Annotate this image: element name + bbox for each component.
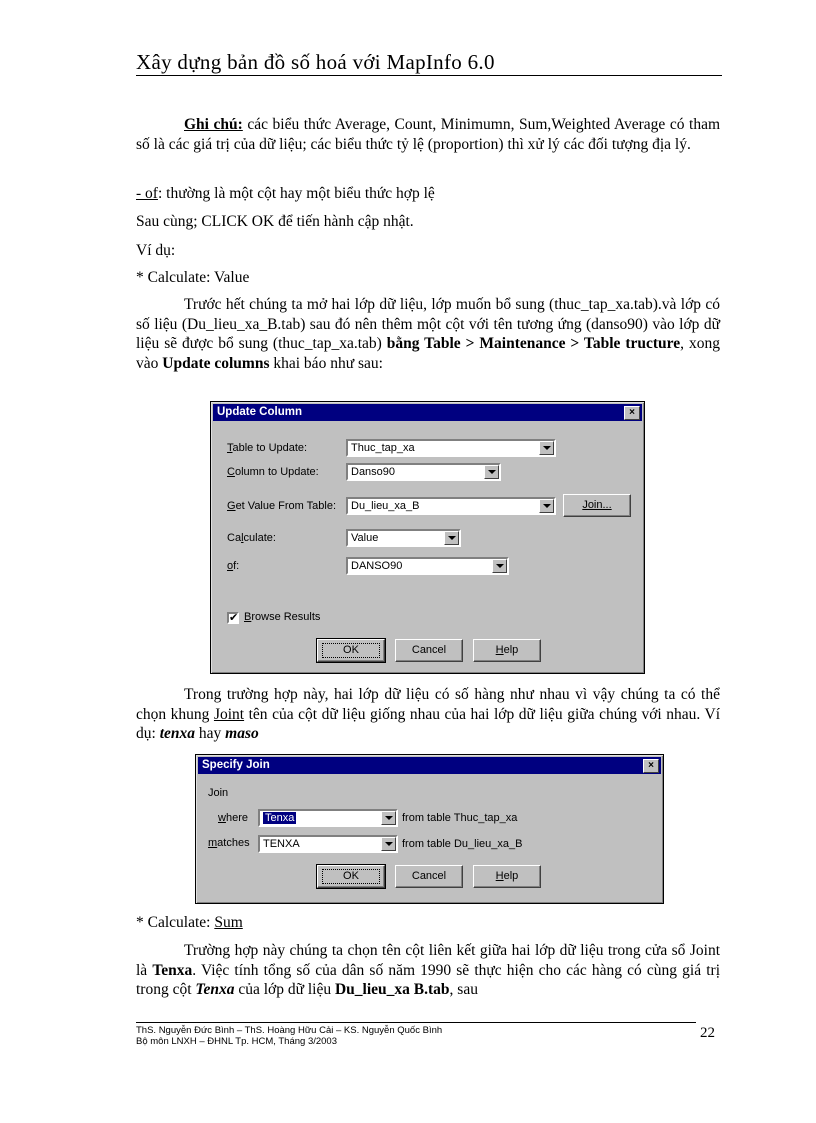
close-icon[interactable]: × [624,406,640,420]
chevron-down-icon[interactable] [381,811,396,825]
intro-paragraph [136,295,720,373]
ok-button[interactable]: OK [317,639,385,662]
join-dialog-titlebar [198,757,661,774]
column-to-update-label: Column to Update: [227,466,319,478]
help-button[interactable]: Help [473,639,541,662]
calculate-select[interactable]: Value [346,529,461,547]
p3-text: Trường hợp này chúng ta chọn tên cột liên kết giữa hai lớp dữ liệu trong cửa sổ Joint là [136,942,720,979]
close-icon[interactable]: × [643,759,659,773]
page-number: 22 [700,1025,715,1041]
column-to-update-select[interactable]: Danso90 [346,463,501,481]
update-dialog-titlebar [213,404,642,421]
footer-rule [136,1022,696,1023]
p1-text-3: khai báo như sau: [269,354,383,372]
header-rule [136,75,722,76]
specify-join-dialog [195,754,664,904]
p2-maso: maso [225,725,259,742]
browse-results-checkbox[interactable]: ✔ [229,612,239,624]
p2-text-3: hay [195,725,226,742]
note-label: Ghi chú: [184,116,243,133]
of-text: : thường là một cột hay một biểu thức hợp lệ [157,185,435,202]
chevron-down-icon[interactable] [484,465,499,479]
p1-menu-path: bằng Table > Maintenance > Table tructure [386,335,681,352]
join-dialog-title: Specify Join [202,759,270,771]
matches-select[interactable]: TENXA [258,835,398,853]
cancel-button[interactable]: Cancel [395,639,463,662]
of-paragraph [136,184,720,204]
calc-sum-word: Sum [214,914,243,931]
p3-text-3: của lớp dữ liệu [234,981,335,998]
of-select[interactable]: DANSO90 [346,557,509,575]
browse-results-label: Browse Results [244,611,321,623]
p2-text-2: tên của cột dữ liệu giống nhau của hai lớp dữ liệu giữa chúng với nhau. Ví dụ: [136,705,720,742]
calculate-label: Calculate: [227,532,276,544]
of-label: of: [227,560,240,572]
p2-text: Trong trường hợp này, hai lớp dữ liệu có số hàng như nhau vì vậy chúng ta có thể chọn khung [136,686,720,723]
chevron-down-icon[interactable] [539,499,554,513]
chevron-down-icon[interactable] [492,559,507,573]
p3-text-4: , sau [449,981,478,998]
p1-text-2: , xong vào [136,335,720,372]
table-to-update-label: Table to Update: [227,442,308,454]
where-select[interactable]: Tenxa [258,809,398,827]
p3-tenxa: Tenxa [152,961,193,979]
footer-authors: ThS. Nguyễn Đức Bình – ThS. Hoàng Hữu Cải – KS. Nguyễn Quốc Bình [136,1025,443,1036]
chevron-down-icon[interactable] [539,441,554,455]
calc-value-heading: * Calculate: Value [136,269,250,286]
update-column-dialog [210,401,645,674]
get-value-from-table-select[interactable]: Du_lieu_xa_B [346,497,556,515]
of-label: - of [136,185,158,202]
calc-sum-prefix: * Calculate: [136,914,215,931]
join-button[interactable]: Join... [563,494,631,517]
p1-text: Trước hết chúng ta mở hai lớp dữ liệu, lớp muốn bổ sung (thuc_tap_xa.tab).và lớp có số liệu (Du_lieu_xa_B.tab) sau đó nên thêm một cột với tên tương ứng (danso90) vào lớp dữ liệu sẽ được bổ sung (thuc_tap_xa.tab) [136,296,720,352]
cancel-button[interactable]: Cancel [395,865,463,888]
chevron-down-icon[interactable] [444,531,459,545]
p3-table-name: Du_lieu_xa B.tab [334,981,450,998]
footer-department: Bộ môn LNXH – ĐHNL Tp. HCM, Tháng 3/2003 [136,1036,338,1047]
joint-paragraph [136,685,720,744]
p1-update-columns: Update columns [162,354,270,372]
example-label: Ví dụ: [136,242,176,259]
p2-tenxa: tenxa [159,725,195,742]
chevron-down-icon[interactable] [381,837,396,851]
table-to-update-select[interactable]: Thuc_tap_xa [346,439,556,457]
p3-tenxa-italic: Tenxa [195,981,235,998]
get-value-from-table-label: Get Value From Table: [227,500,337,512]
p3-text-2: . Việc tính tổng số của dân số năm 1990 sẽ thực hiện cho các hàng có cùng giá trị trong cột [136,961,720,998]
footer [136,1025,442,1047]
update-dialog-title: Update Column [217,406,302,418]
join-group-label: Join [208,787,229,799]
matches-from-table: from table Du_lieu_xa_B [402,838,523,850]
final-paragraph: Sau cùng; CLICK OK để tiến hành cập nhật. [136,213,414,230]
matches-label: matches [208,837,250,849]
sum-paragraph [136,941,720,1000]
help-button[interactable]: Help [473,865,541,888]
calc-sum-heading [136,913,720,933]
ok-button[interactable]: OK [317,865,385,888]
page-header: Xây dựng bản đồ số hoá với MapInfo 6.0 [136,50,495,74]
where-from-table: from table Thuc_tap_xa [402,812,518,824]
note-text: các biểu thức Average, Count, Minimumn, Sum,Weighted Average có tham số là các giá trị của dữ liệu; các biểu thức tỷ lệ (proportion) thì xử lý các đối tượng địa lý. [136,116,721,153]
where-label: where [218,812,248,824]
note-paragraph [136,115,720,154]
p2-joint: Joint [213,705,245,723]
